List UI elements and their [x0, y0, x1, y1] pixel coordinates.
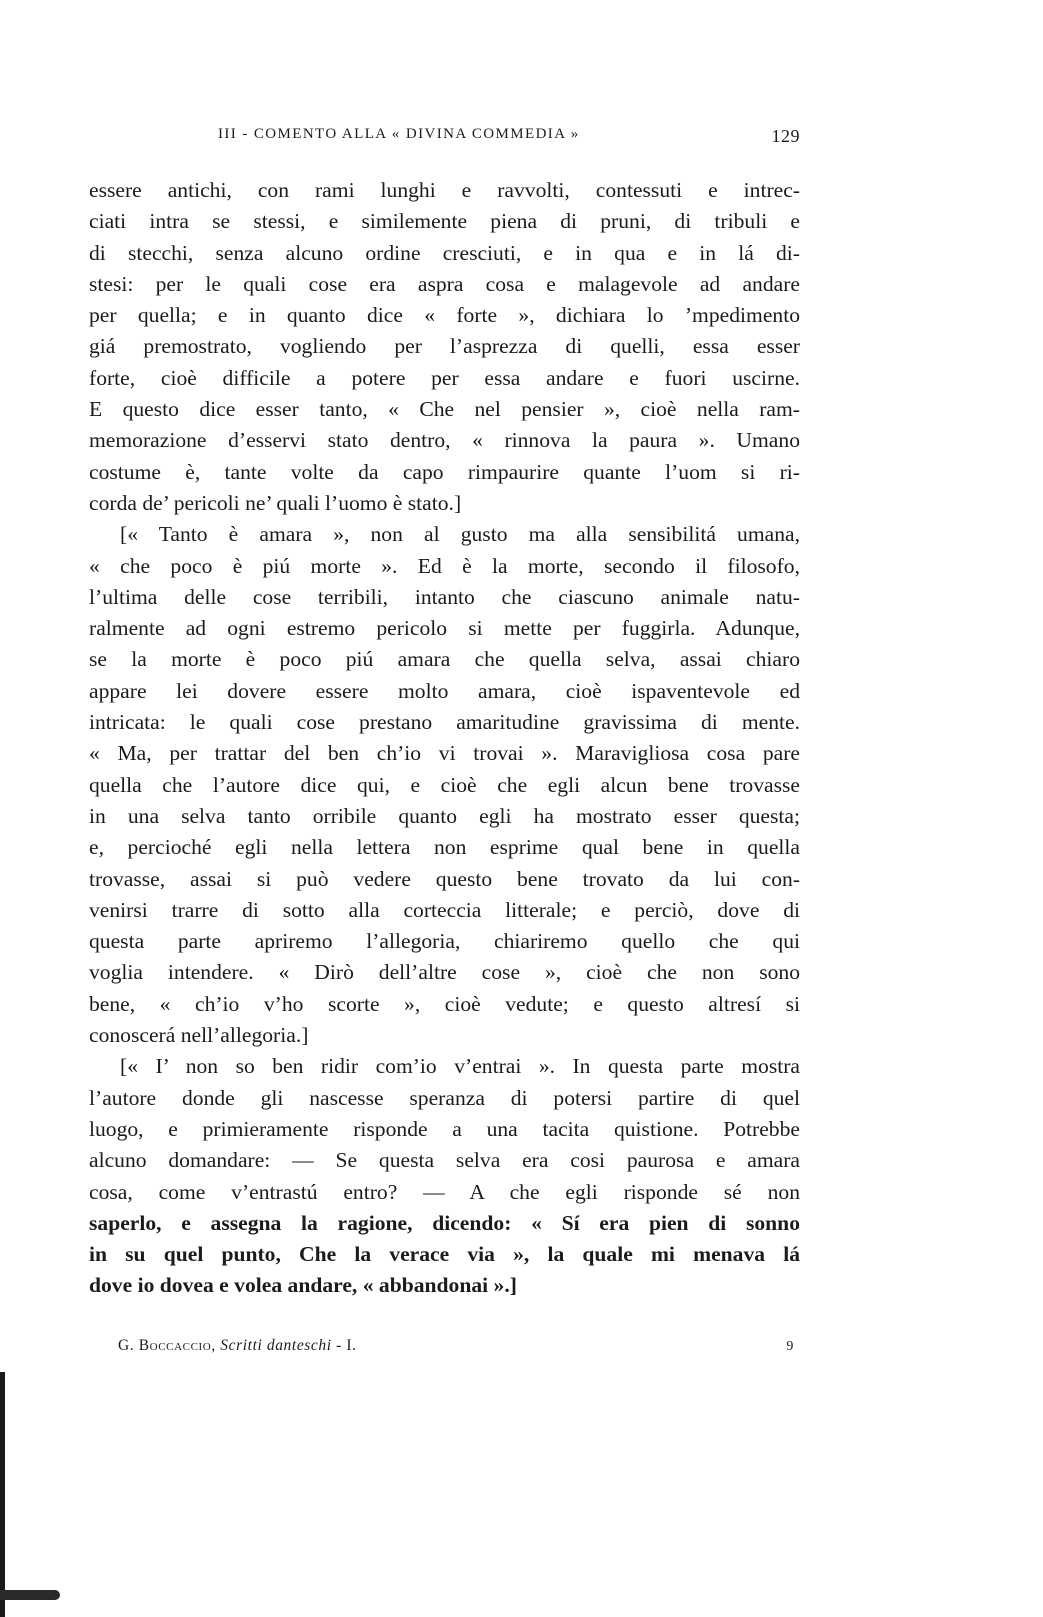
footer-volume: - I.	[336, 1337, 357, 1354]
scan-gutter-shadow	[0, 1372, 5, 1617]
paragraph-2	[89, 519, 800, 1051]
body-text	[89, 175, 800, 1302]
text-line: giá premostrato, vogliendo per l’asprezza di quelli, essa esser	[89, 334, 800, 359]
text-line: forte, cioè difficile a potere per essa andare e fuori uscirne.	[89, 365, 800, 390]
sheet-signature-mark: 9	[786, 1339, 794, 1354]
text-line: voglia intendere. « Dirò dell’altre cose », cioè che non sono	[89, 960, 800, 985]
running-head	[218, 126, 800, 156]
text-line: costume è, tante volte da capo rimpaurire quante l’uom si ri-	[89, 459, 800, 484]
text-line: intricata: le quali cose prestano amaritudine gravissima di mente.	[89, 710, 800, 735]
footer-author: G. Boccaccio,	[118, 1337, 216, 1354]
text-line: luogo, e primieramente risponde a una tacita quistione. Potrebbe	[89, 1116, 800, 1141]
text-line: quella che l’autore dice qui, e cioè che egli alcun bene trovasse	[89, 772, 800, 797]
text-line: questa parte apriremo l’allegoria, chiariremo quello che qui	[89, 929, 800, 954]
text-line: ciati intra se stessi, e similemente piena di pruni, di tribuli e	[89, 209, 800, 234]
text-line: [« I’ non so ben ridir com’io v’entrai ». In questa parte mostra	[120, 1054, 800, 1079]
text-line: appare lei dovere essere molto amara, cioè ispaventevole ed	[89, 678, 800, 703]
paragraph-3	[89, 1051, 800, 1301]
paragraph-1	[89, 175, 800, 519]
text-line: essere antichi, con rami lunghi e ravvolti, contessuti e intrec-	[89, 178, 800, 202]
text-line: dove io dovea e volea andare, « abbandonai ».]	[89, 1273, 517, 1298]
text-line: in una selva tanto orribile quanto egli ha mostrato esser questa;	[89, 803, 800, 828]
text-line: se la morte è poco piú amara che quella selva, assai chiaro	[89, 647, 800, 672]
text-line: bene, « ch’io v’ho scorte », cioè vedute; e questo altresí si	[89, 991, 800, 1016]
scan-edge-smudge	[0, 1590, 60, 1600]
text-line: per quella; e in quanto dice « forte », dichiara lo ’mpedimento	[89, 303, 800, 328]
page-number: 129	[771, 126, 800, 146]
text-line: ralmente ad ogni estremo pericolo si mette per fuggirla. Adunque,	[89, 616, 800, 641]
text-line: conoscerá nell’allegoria.]	[89, 1023, 309, 1048]
footer-work-title: Scritti danteschi	[220, 1337, 332, 1354]
text-line: « Ma, per trattar del ben ch’io vi trovai ». Maravigliosa cosa pare	[89, 741, 800, 766]
text-line: trovasse, assai si può vedere questo bene trovato da lui con-	[89, 866, 800, 891]
text-line: saperlo, e assegna la ragione, dicendo: « Sí era pien di sonno	[89, 1210, 800, 1235]
text-line: stesi: per le quali cose era aspra cosa e malagevole ad andare	[89, 271, 800, 296]
text-line: corda de’ pericoli ne’ quali l’uomo è stato.]	[89, 490, 462, 515]
text-line: E questo dice esser tanto, « Che nel pensier », cioè nella ram-	[89, 397, 800, 422]
text-line: « che poco è piú morte ». Ed è la morte, secondo il filosofo,	[89, 553, 800, 578]
footer-signature-line	[118, 1337, 357, 1355]
text-line: l’autore donde gli nascesse speranza di potersi partire di quel	[89, 1085, 800, 1110]
text-line: e, percioché egli nella lettera non esprime qual bene in quella	[89, 835, 800, 860]
text-line: l’ultima delle cose terribili, intanto che ciascuno animale natu-	[89, 584, 800, 609]
text-line: memorazione d’esservi stato dentro, « rinnova la paura ». Umano	[89, 428, 800, 453]
text-line: cosa, come v’entrastú entro? — A che egli risponde sé non	[89, 1179, 800, 1204]
text-line: in su quel punto, Che la verace via », la quale mi menava lá	[89, 1242, 800, 1267]
text-line: di stecchi, senza alcuno ordine cresciuti, e in qua e in lá di-	[89, 240, 800, 265]
text-line: [« Tanto è amara », non al gusto ma alla sensibilitá umana,	[120, 522, 800, 547]
page-footer	[118, 1337, 794, 1363]
text-line: venirsi trarre di sotto alla corteccia litterale; e perciò, dove di	[89, 897, 800, 922]
running-head-title: III - COMENTO ALLA « DIVINA COMMEDIA »	[218, 126, 580, 142]
text-line: alcuno domandare: — Se questa selva era cosi paurosa e amara	[89, 1148, 800, 1173]
